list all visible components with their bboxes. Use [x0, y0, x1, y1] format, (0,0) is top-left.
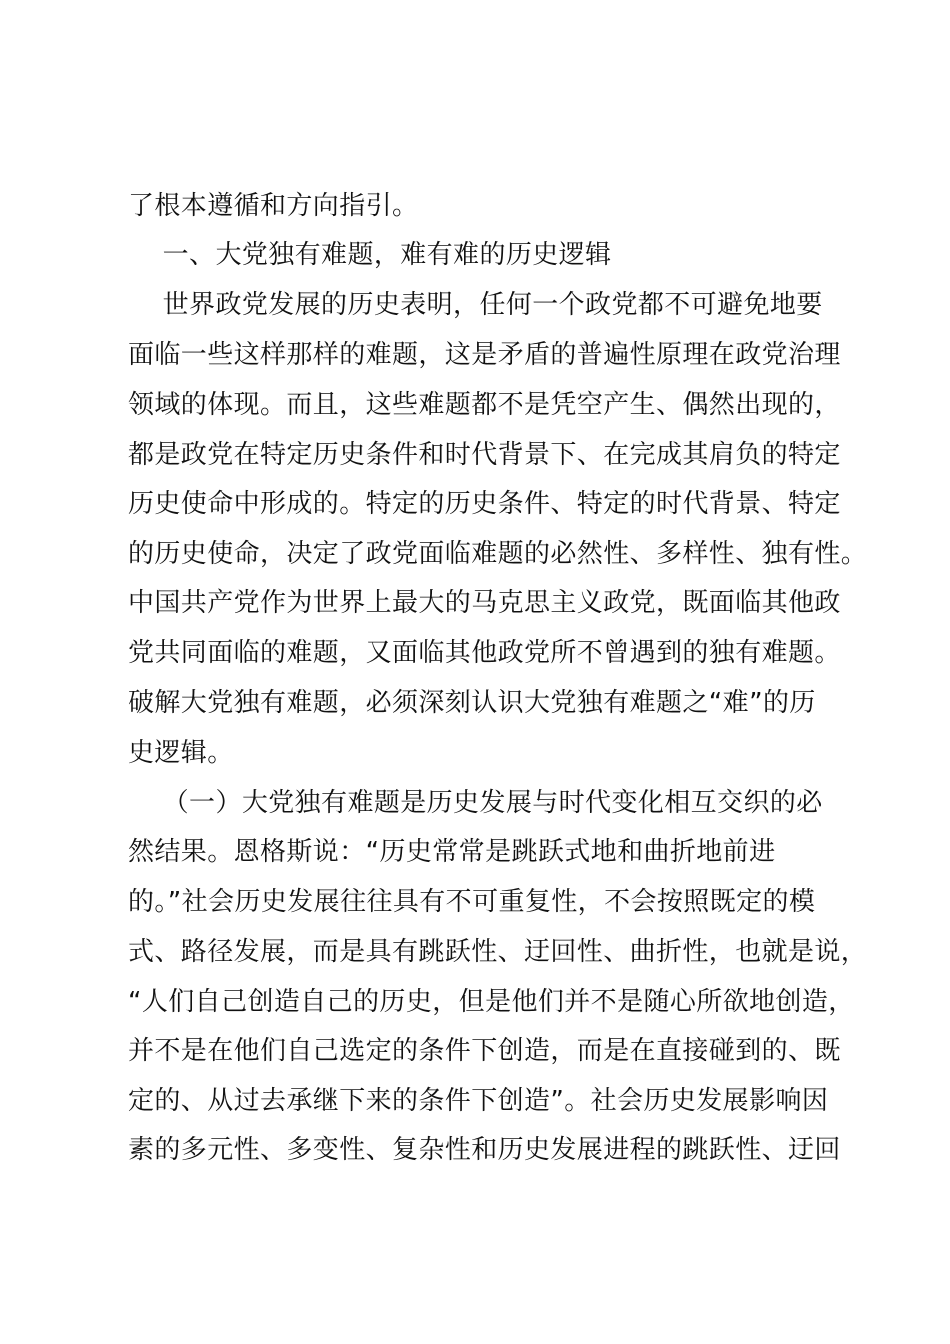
text-line: 了根本遵循和方向指引。	[128, 191, 419, 221]
text-line: 的。”社会历史发展往往具有不可重复性，不会按照既定的模	[128, 887, 816, 917]
text-line: “人们自己创造自己的历史，但是他们并不是随心所欲地创造，	[128, 987, 855, 1017]
text-line: 中国共产党作为世界上最大的马克思主义政党，既面临其他政	[128, 588, 841, 618]
text-line: 然结果。恩格斯说：“历史常常是跳跃式地和曲折地前进	[128, 837, 776, 867]
subsection-lead: （一）大党独有难题是历史发展与时代变化相互交织的必	[128, 788, 823, 818]
text-line: 破解大党独有难题，必须深刻认识大党独有难题之“难”的历	[128, 688, 816, 718]
text-line: 史逻辑。	[128, 738, 234, 768]
section-heading: 一、大党独有难题，难有难的历史逻辑	[128, 240, 612, 270]
text-line: 世界政党发展的历史表明，任何一个政党都不可避免地要	[128, 290, 823, 320]
text-line: 素的多元性、多变性、复杂性和历史发展进程的跳跃性、迂回	[128, 1135, 841, 1165]
text-line: 式、路径发展，而是具有跳跃性、迂回性、曲折性，也就是说，	[128, 937, 868, 967]
text-line: 党共同面临的难题，又面临其他政党所不曾遇到的独有难题。	[128, 638, 841, 668]
text-line: 领域的体现。而且，这些难题都不是凭空产生、偶然出现的，	[128, 390, 841, 420]
text-line: 面临一些这样那样的难题，这是矛盾的普遍性原理在政党治理	[128, 340, 841, 370]
text-line: 的历史使命，决定了政党面临难题的必然性、多样性、独有性。	[128, 539, 868, 569]
text-line: 都是政党在特定历史条件和时代背景下、在完成其肩负的特定	[128, 440, 841, 470]
text-line: 历史使命中形成的。特定的历史条件、特定的时代背景、特定	[128, 489, 841, 519]
text-line: 定的、从过去承继下来的条件下创造”。社会历史发展影响因	[128, 1086, 829, 1116]
text-line: 并不是在他们自己选定的条件下创造，而是在直接碰到的、既	[128, 1036, 841, 1066]
